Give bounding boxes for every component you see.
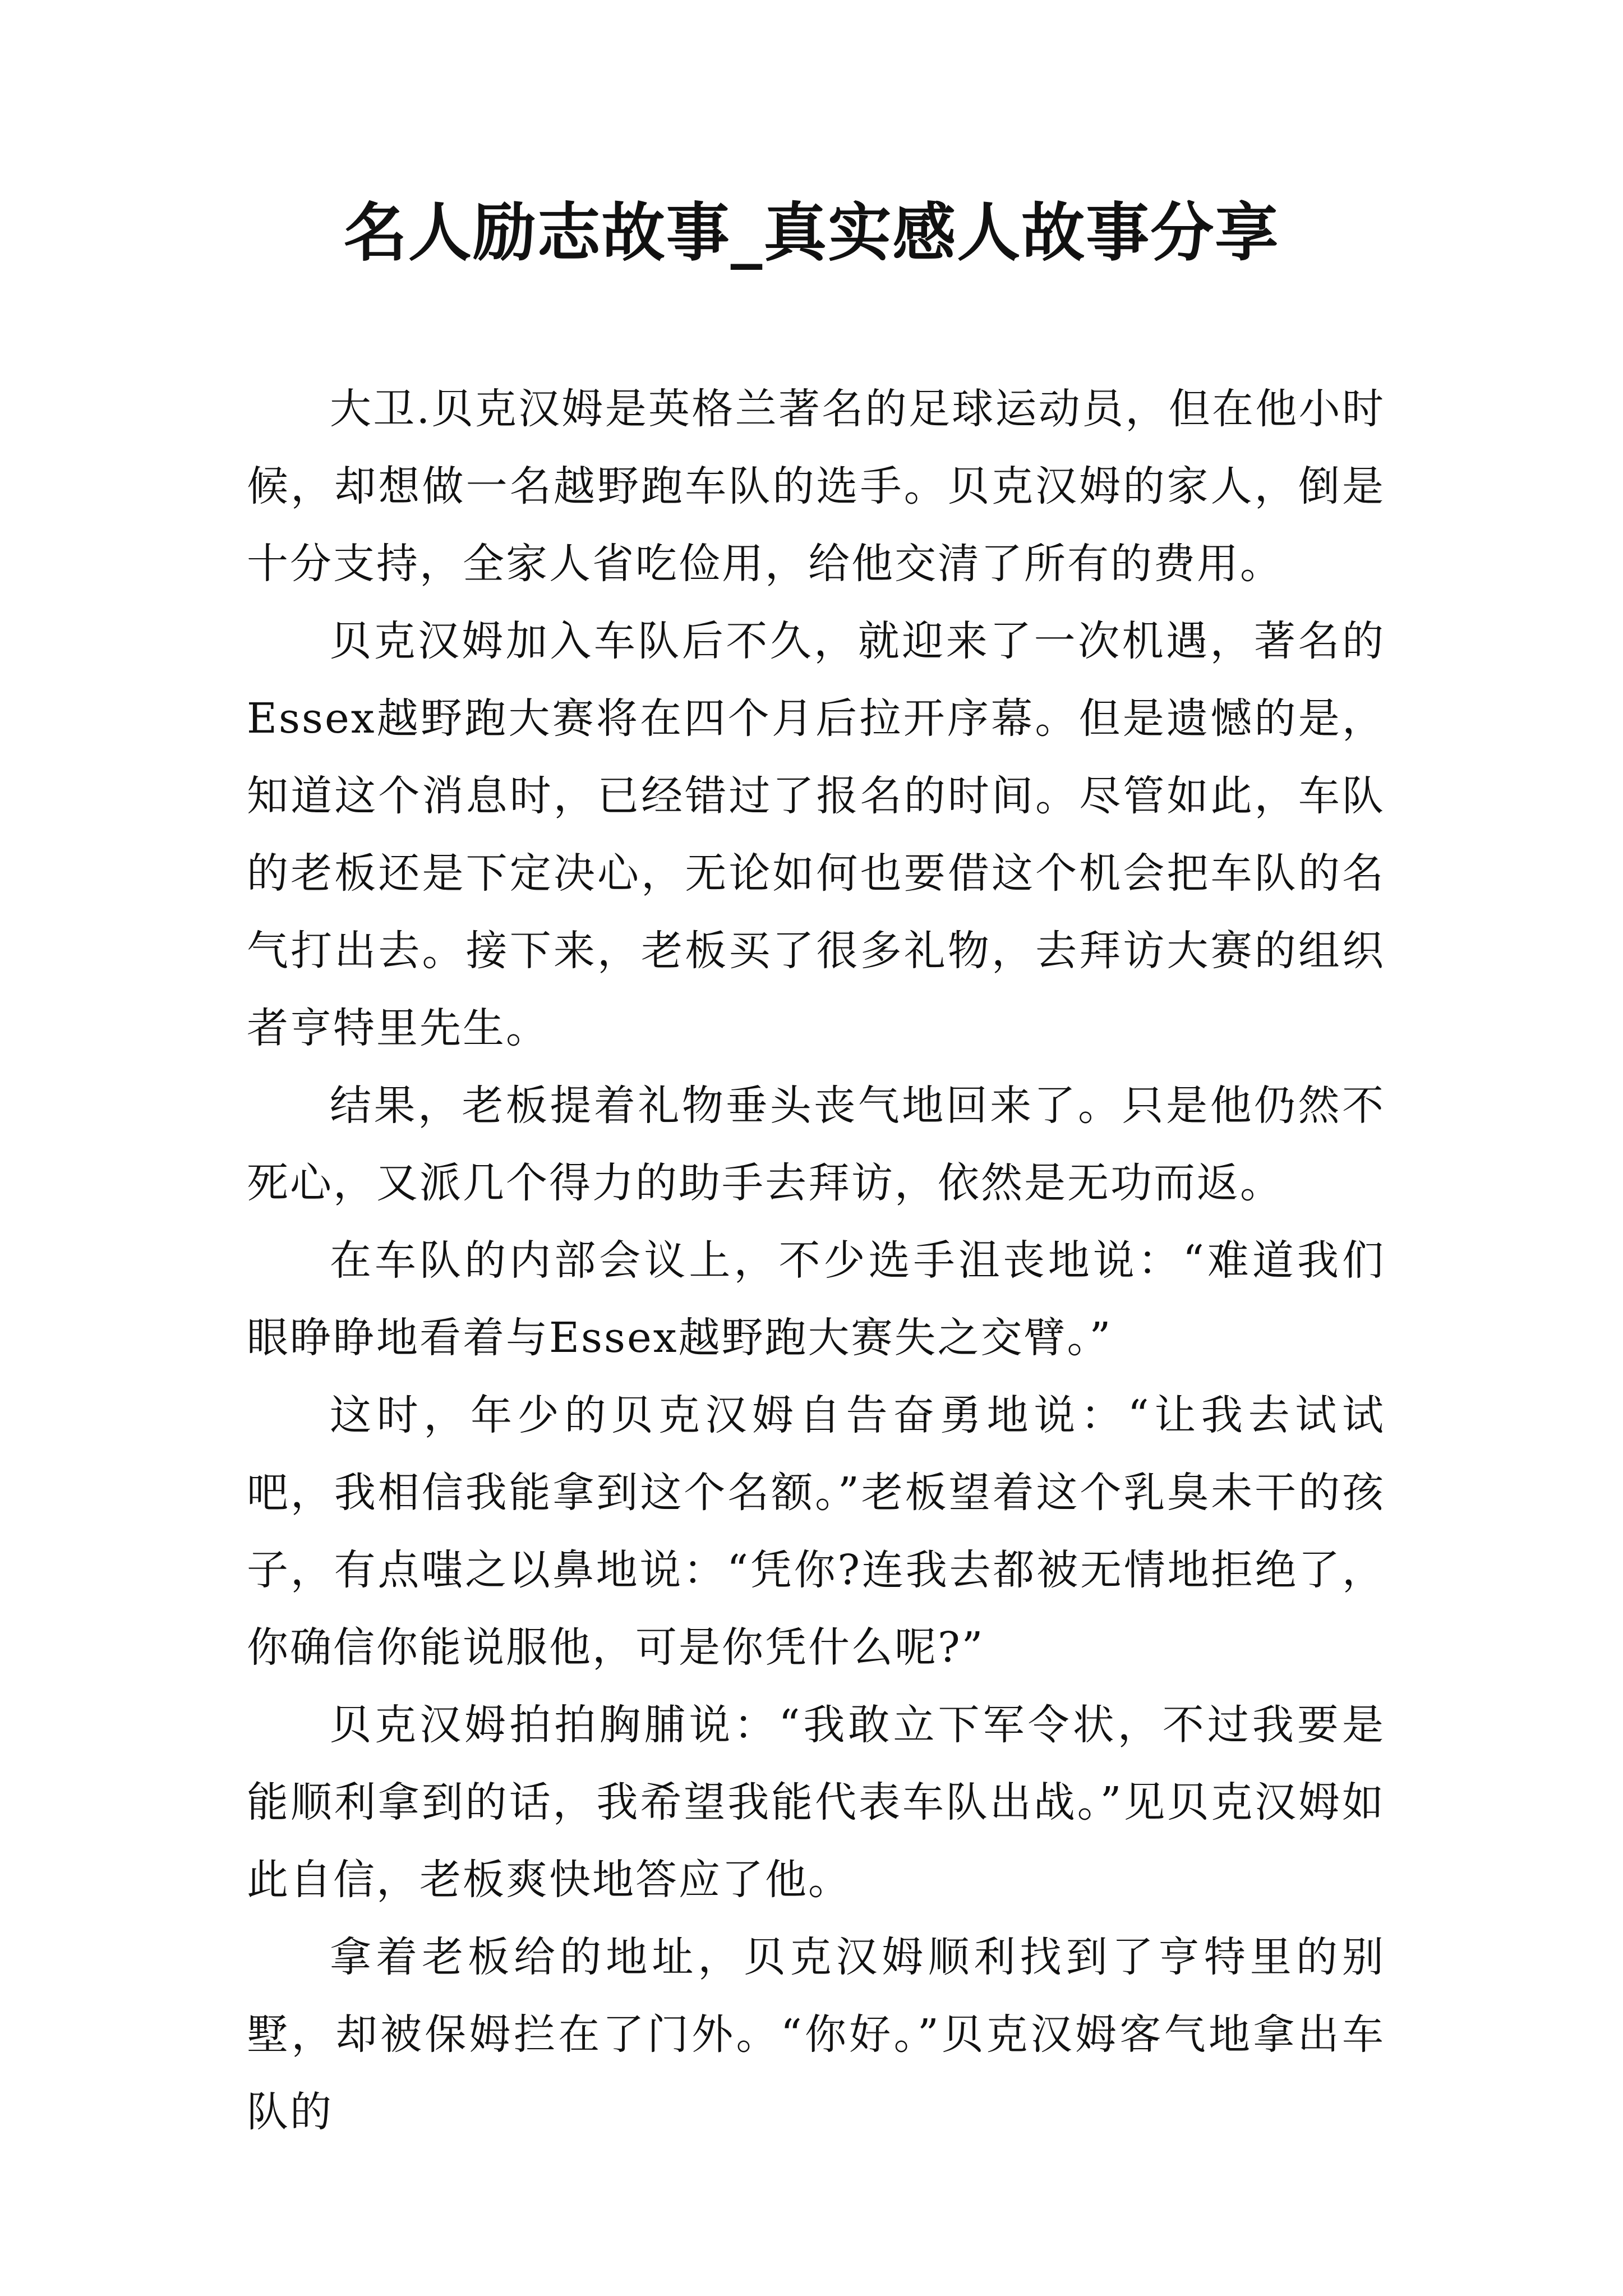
paragraph: 拿着老板给的地址，贝克汉姆顺利找到了亨特里的别墅，却被保姆拦在了门外。“你好。”贝克汉姆客气地拿出车队的 xyxy=(247,1933,1385,2136)
paragraph: 在车队的内部会议上，不少选手沮丧地说：“难道我们眼睁睁地看着与Essex越野跑大赛失之交臂。” xyxy=(247,1236,1385,1362)
document-body xyxy=(247,370,1385,2151)
paragraph: 结果，老板提着礼物垂头丧气地回来了。只是他仍然不死心，又派几个得力的助手去拜访，依然是无功而返。 xyxy=(247,1082,1385,1207)
paragraph: 贝克汉姆加入车队后不久，就迎来了一次机遇，著名的Essex越野跑大赛将在四个月后拉开序幕。但是遗憾的是，知道这个消息时，已经错过了报名的时间。尽管如此，车队的老板还是下定决心，无论如何也要借这个机会把车队的名气打出去。接下来，老板买了很多礼物，去拜访大赛的组织者亨特里先生。 xyxy=(247,617,1385,1052)
paragraph: 大卫.贝克汉姆是英格兰著名的足球运动员，但在他小时候，却想做一名越野跑车队的选手。贝克汉姆的家人，倒是十分支持，全家人省吃俭用，给他交清了所有的费用。 xyxy=(247,385,1385,588)
document-title: 名人励志故事_真实感人故事分享 xyxy=(343,195,1280,270)
paragraph: 贝克汉姆拍拍胸脯说：“我敢立下军令状，不过我要是能顺利拿到的话，我希望我能代表车队出战。”见贝克汉姆如此自信，老板爽快地答应了他。 xyxy=(247,1701,1385,1904)
paragraph: 这时，年少的贝克汉姆自告奋勇地说：“让我去试试吧，我相信我能拿到这个名额。”老板望着这个乳臭未干的孩子，有点嗤之以鼻地说：“凭你?连我去都被无情地拒绝了，你确信你能说服他，可是你凭什么呢?” xyxy=(247,1391,1385,1672)
